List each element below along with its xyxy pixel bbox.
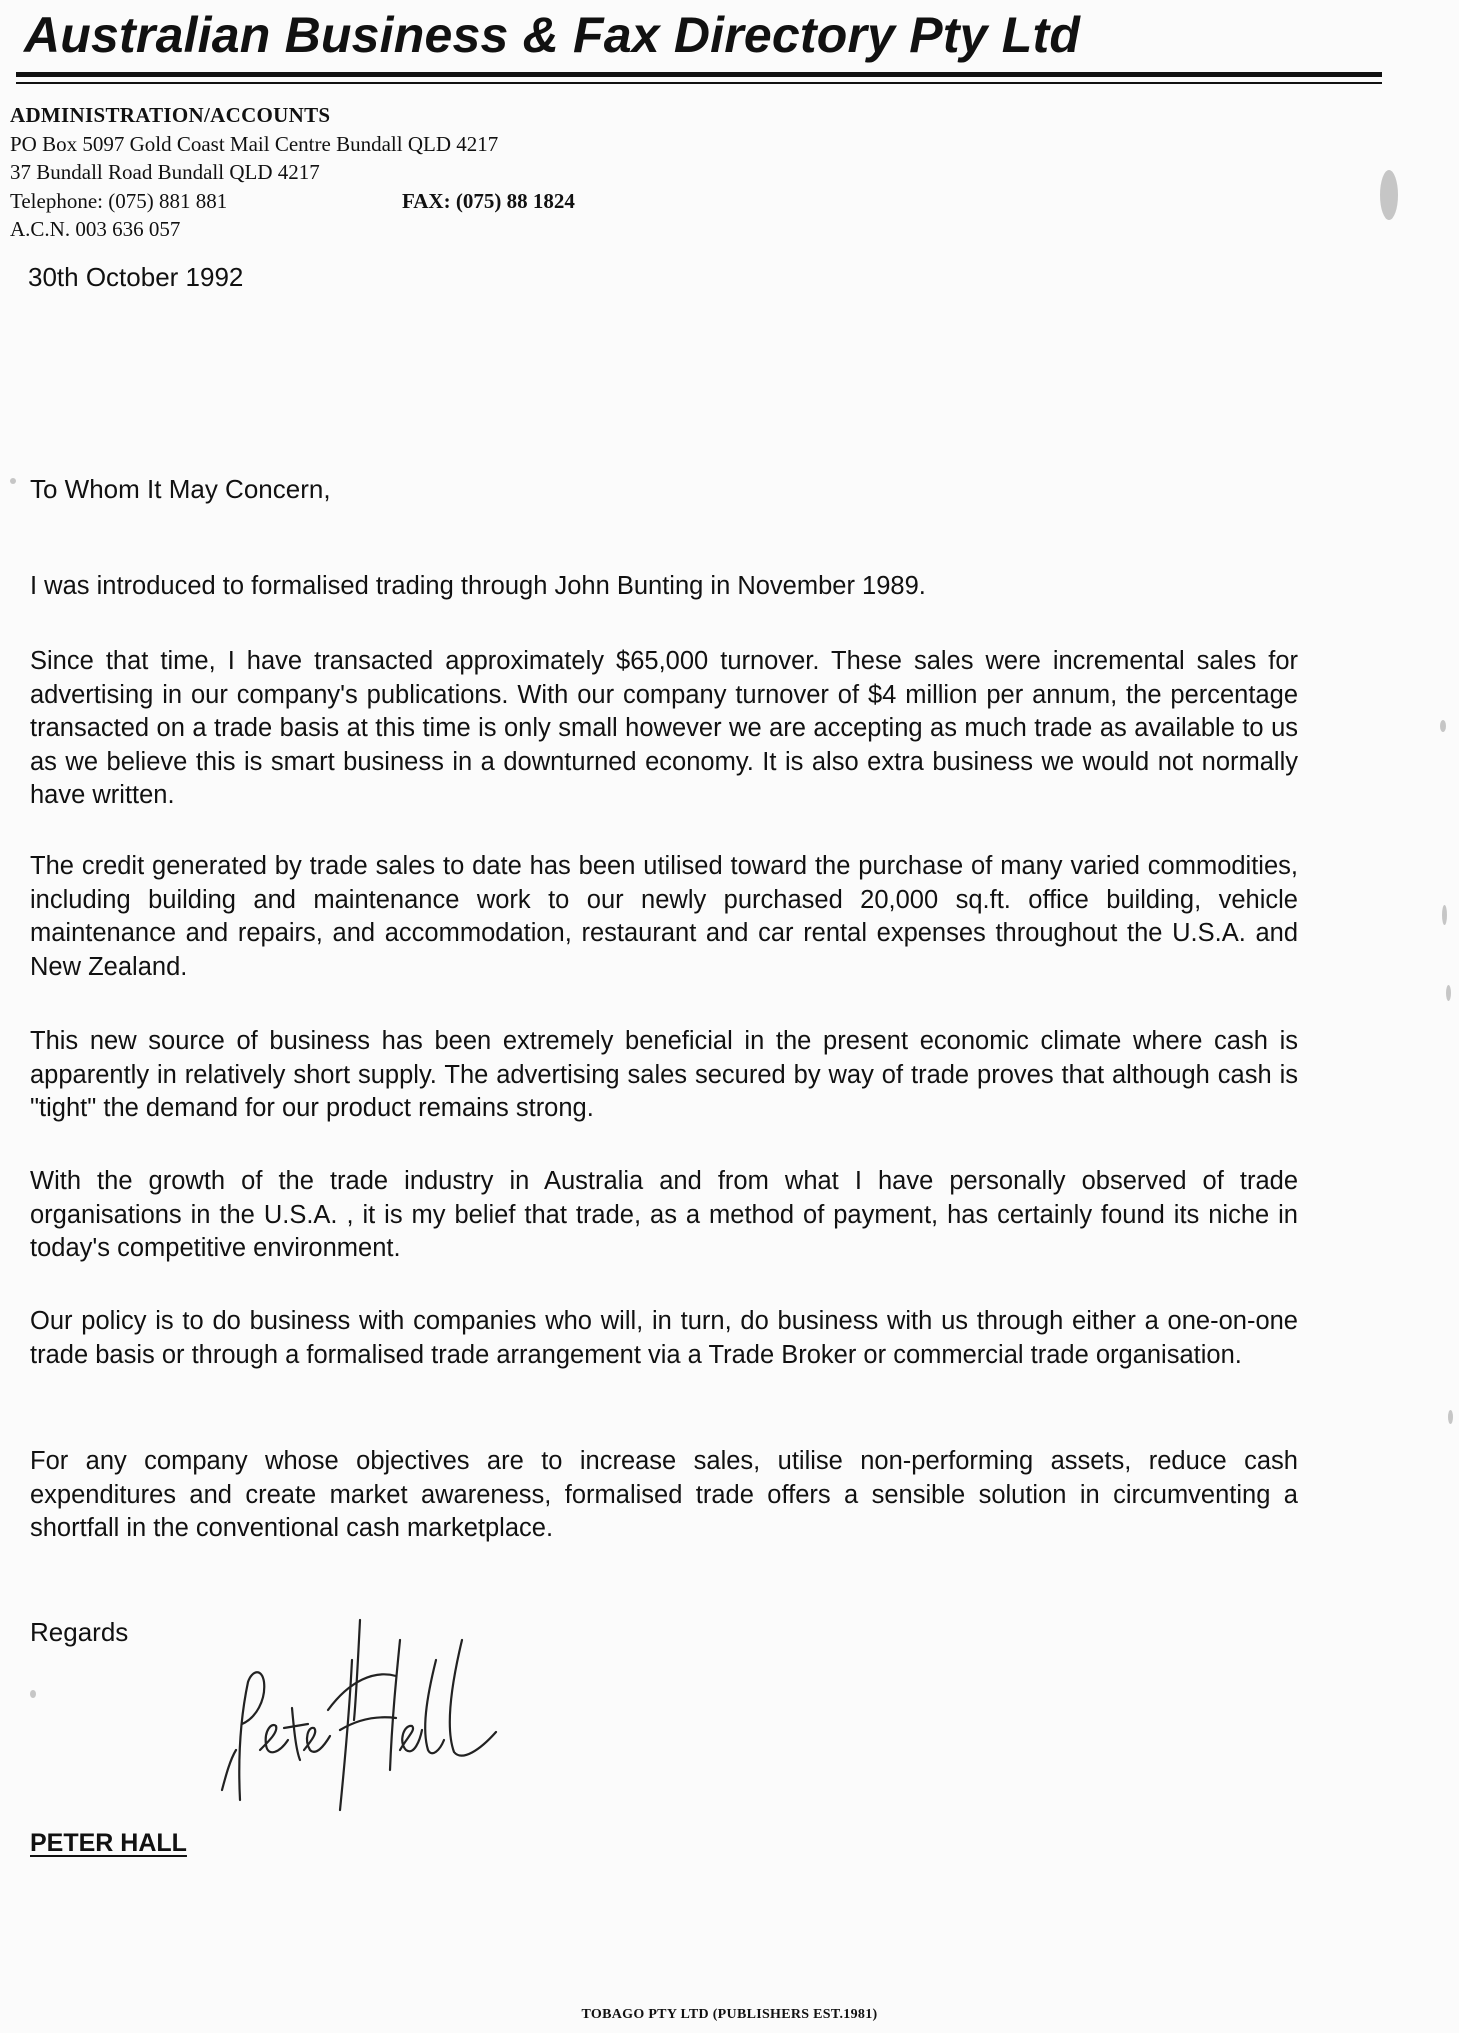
letter-date: 30th October 1992 xyxy=(28,262,244,292)
letterhead-rule-thin xyxy=(16,82,1382,84)
street-address: 37 Bundall Road Bundall QLD 4217 xyxy=(10,160,320,184)
publisher-footer: TOBAGO PTY LTD (PUBLISHERS EST.1981) xyxy=(581,2007,878,2022)
company-name: Australian Business & Fax Directory Pty Ltd xyxy=(24,7,1081,63)
body-paragraph-7: For any company whose objectives are to increase sales, utilise non-performing assets, reduce cash expenditures and create market awareness, formalised trade offers a sensible solution in circumventing a shortfall in the conventional cash marketplace. xyxy=(30,1447,1298,1542)
letterhead-rule-thick xyxy=(16,72,1382,77)
contact-line xyxy=(10,187,575,216)
scan-mark xyxy=(1446,985,1451,1001)
scan-mark xyxy=(1448,1410,1453,1424)
body-paragraph-2: Since that time, I have transacted approximately $65,000 turnover. These sales were incremental sales for advertising in our company's publications. With our company turnover of $4 million per annum, the percentage transacted on a trade basis at this time is only small however we are accepting as much trade as available to us as we believe this is smart business in a downturned economy. It is also extra business we would not normally have written. xyxy=(30,647,1298,809)
scan-mark xyxy=(10,478,16,484)
scan-mark xyxy=(1440,720,1446,732)
handwritten-signature-icon xyxy=(200,1600,500,1830)
body-paragraph-3: The credit generated by trade sales to date has been utilised toward the purchase of many varied commodities, including building and maintenance work to our newly purchased 20,000 sq.ft. office building, vehicle maintenance and repairs, and accommodation, restaurant and car rental expenses throughout the U.S.A. and New Zealand. xyxy=(30,852,1298,981)
body-paragraph-4: This new source of business has been extremely beneficial in the present economic climate where cash is apparently in relatively short supply. The advertising sales secured by way of trade proves that although cash is "tight" the demand for our product remains strong. xyxy=(30,1027,1298,1122)
body-paragraph-5: With the growth of the trade industry in Australia and from what I have personally observed of trade organisations in the U.S.A. , it is my belief that trade, as a method of payment, has certainly found its niche in today's competitive environment. xyxy=(30,1167,1298,1262)
acn-number: A.C.N. 003 636 057 xyxy=(10,217,181,241)
signer-name: PETER HALL xyxy=(30,1829,187,1857)
department-label: ADMINISTRATION/ACCOUNTS xyxy=(10,103,331,127)
salutation: To Whom It May Concern, xyxy=(30,474,331,504)
scan-mark xyxy=(1380,170,1398,220)
telephone-number: Telephone: (075) 881 881 xyxy=(10,188,228,213)
body-paragraph-6: Our policy is to do business with companies who will, in turn, do business with us through either a one-on-one trade basis or through a formalised trade arrangement via a Trade Broker or commercial trade organisation. xyxy=(30,1307,1298,1369)
closing-regards: Regards xyxy=(30,1617,129,1647)
fax-number: FAX: (075) 88 1824 xyxy=(402,188,575,213)
scan-mark xyxy=(30,1690,36,1698)
scan-mark xyxy=(1442,905,1447,925)
body-paragraph-1: I was introduced to formalised trading through John Bunting in November 1989. xyxy=(30,572,926,600)
po-box-address: PO Box 5097 Gold Coast Mail Centre Bundall QLD 4217 xyxy=(10,131,499,156)
letterhead-address xyxy=(10,101,575,244)
